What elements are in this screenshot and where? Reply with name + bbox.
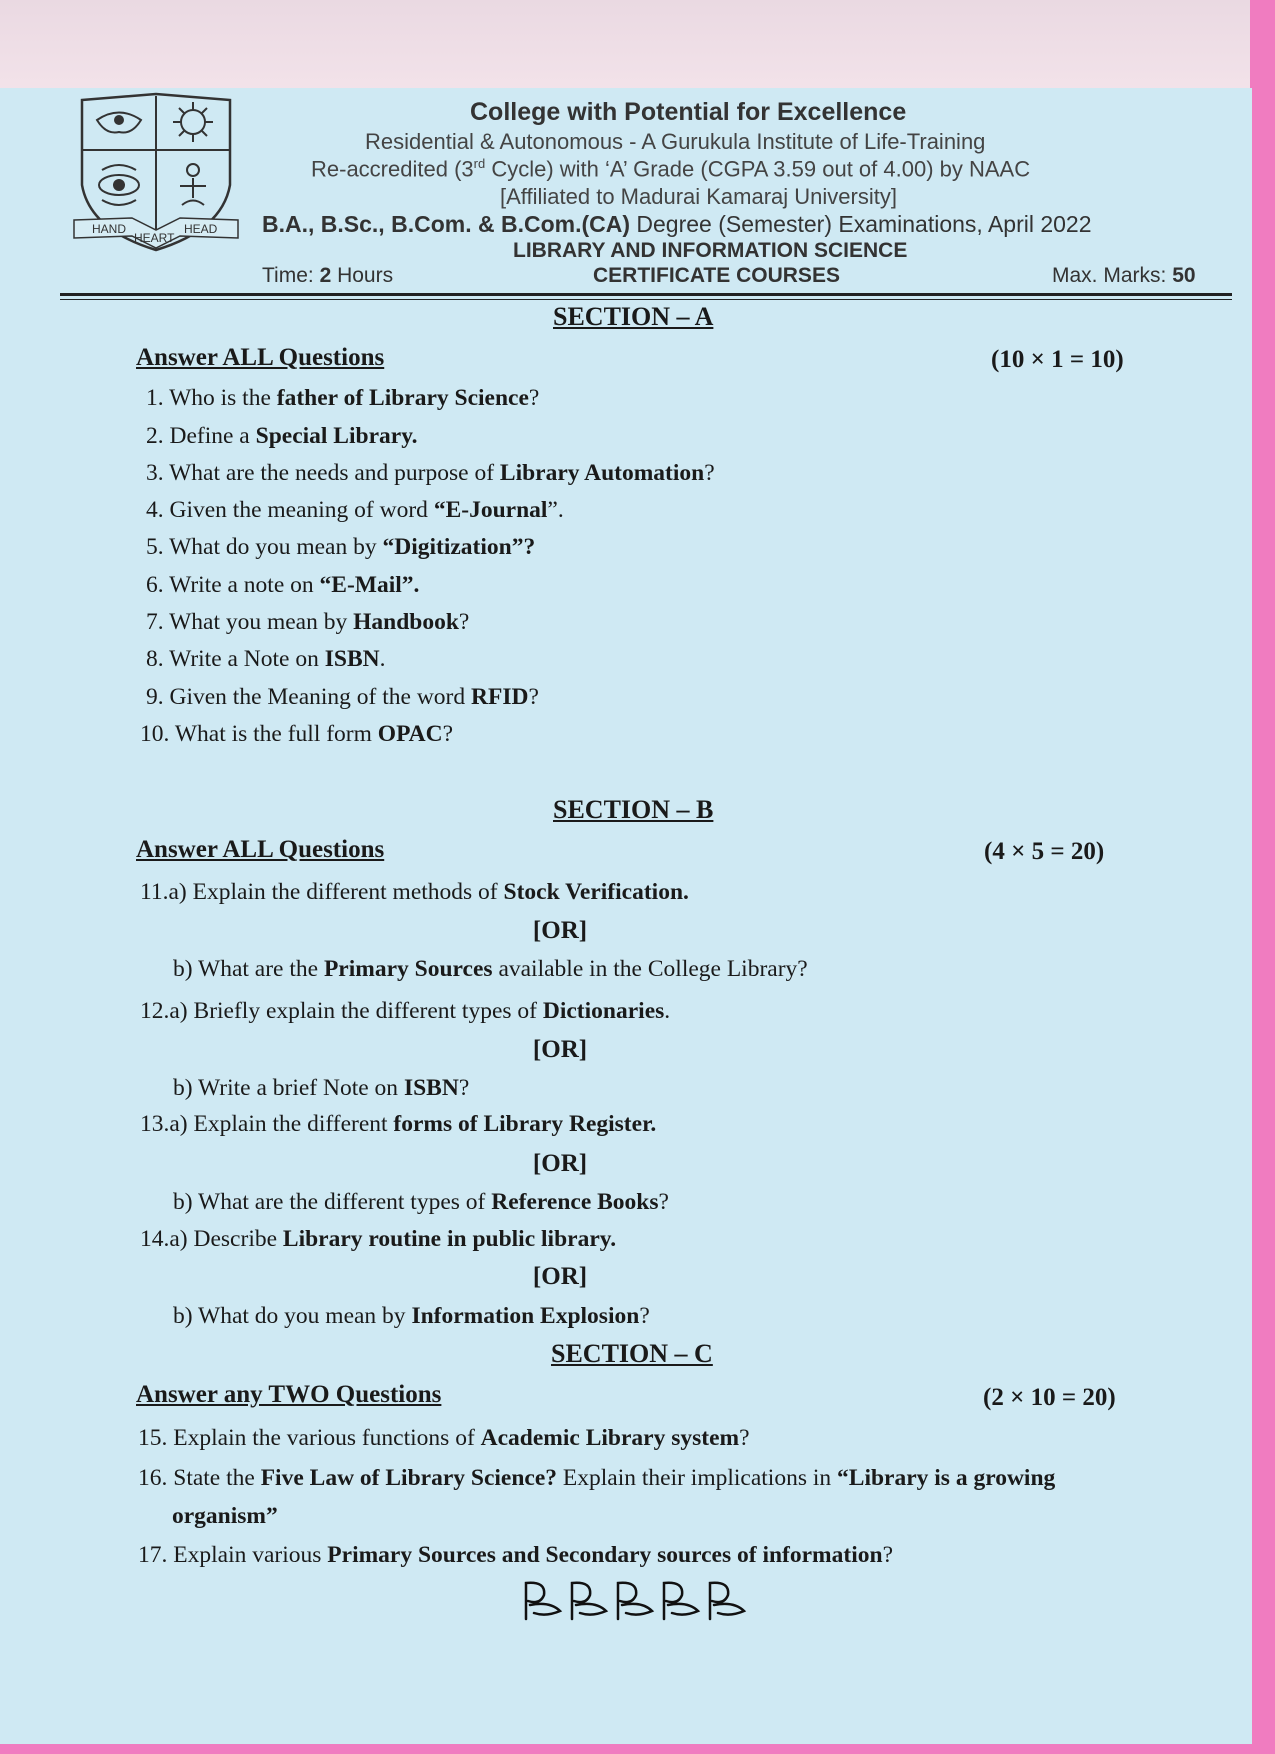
section-b-question-11-b	[173, 956, 808, 983]
or-separator: [OR]	[532, 1036, 588, 1063]
section-a-question-5	[146, 534, 535, 561]
question-text: What you mean by	[169, 609, 354, 635]
sun-icon	[173, 102, 213, 142]
question-keyword: “E-Mail”.	[319, 572, 420, 598]
question-tail: Explain their implications in	[557, 1465, 838, 1491]
question-keyword: OPAC	[377, 721, 443, 747]
question-text: Who is the	[169, 385, 277, 411]
question-text: What is the full form	[174, 721, 378, 747]
time-unit: Hours	[331, 264, 394, 287]
question-number: 16.	[138, 1465, 168, 1491]
examination-line	[262, 211, 1092, 238]
question-text: Write a brief Note on	[198, 1075, 404, 1101]
or-separator: [OR]	[532, 1263, 588, 1290]
section-a-question-3	[146, 460, 715, 487]
question-text: What are the different types of	[198, 1189, 492, 1215]
question-number: 14.a)	[140, 1226, 188, 1252]
question-tail: available in the College Library?	[492, 956, 808, 982]
motto-word-heart: HEART	[134, 231, 175, 245]
time-label: Time:	[262, 264, 320, 287]
question-keyword: Dictionaries	[542, 998, 665, 1024]
question-number: 6.	[146, 572, 164, 598]
question-keyword: forms of Library Register.	[393, 1111, 657, 1137]
section-a-question-1	[146, 385, 539, 412]
question-number: b)	[173, 1189, 193, 1215]
section-b-question-13-a	[140, 1111, 656, 1138]
question-number: 8.	[146, 646, 164, 672]
section-a-question-6	[146, 572, 419, 599]
question-keyword: “Digitization”?	[382, 534, 536, 560]
question-number: b)	[173, 1075, 193, 1101]
question-keyword: Primary Sources	[323, 956, 493, 982]
question-text: Given the meaning of word	[169, 497, 434, 523]
question-number: b)	[173, 1303, 193, 1329]
question-keyword: father of Library Science	[276, 385, 529, 411]
question-text: Write a Note on	[169, 646, 325, 672]
section-b-question-14-a	[140, 1226, 616, 1253]
question-tail: ?	[458, 1075, 470, 1101]
question-tail: ?	[528, 684, 539, 710]
section-a-question-7	[146, 609, 469, 636]
section-a-question-4	[146, 497, 564, 524]
question-number: 7.	[146, 609, 164, 635]
question-tail: ?	[882, 1542, 893, 1568]
section-a-question-8	[146, 646, 386, 673]
section-c-marks: (2 × 10 = 20)	[983, 1384, 1116, 1411]
question-keyword: ISBN	[403, 1075, 459, 1101]
question-number: 15.	[138, 1425, 168, 1451]
question-keyword: Library Automation	[499, 460, 705, 486]
question-tail: ?	[739, 1425, 750, 1451]
section-b-marks: (4 × 5 = 20)	[984, 838, 1105, 865]
or-separator: [OR]	[532, 917, 588, 944]
section-c-question-17	[138, 1542, 893, 1569]
question-number: 10.	[140, 721, 170, 747]
question-keyword: “E-Journal	[433, 497, 548, 523]
question-text: Define a	[169, 423, 256, 449]
section-a-question-2	[146, 423, 418, 450]
exam-sheet	[0, 88, 1252, 1744]
question-text: Briefly explain the different types of	[193, 998, 543, 1024]
section-b-question-12-a	[140, 998, 670, 1025]
question-text: Given the Meaning of the word	[169, 684, 472, 710]
motto-word-hand: HAND	[92, 222, 127, 236]
college-subtitle: Residential & Autonomous - A Gurukula Institute of Life-Training	[365, 129, 986, 154]
page-top-strip	[0, 0, 1250, 95]
section-b-instruction: Answer ALL Questions	[136, 836, 385, 863]
question-keyword: Special Library.	[255, 423, 418, 449]
section-b-title: SECTION – B	[553, 795, 714, 824]
section-c-question-16-continued	[172, 1503, 278, 1530]
college-title: College with Potential for Excellence	[470, 98, 907, 126]
course-title: CERTIFICATE COURSES	[593, 264, 840, 287]
question-tail: ?	[639, 1303, 650, 1329]
exam-time	[262, 264, 393, 288]
header-rule-thin	[60, 299, 1232, 300]
max-marks	[1052, 264, 1196, 288]
question-number: 17.	[138, 1542, 168, 1568]
question-keyword: Information Explosion	[411, 1303, 640, 1329]
question-keyword: Library routine in public library.	[282, 1226, 617, 1252]
motto-word-head: HEAD	[184, 222, 218, 236]
question-number: 2.	[146, 423, 164, 449]
affiliation-line: [Affiliated to Madurai Kamaraj University]	[500, 184, 897, 209]
flower-icon	[99, 165, 139, 205]
question-keyword: Five Law of Library Science?	[260, 1465, 558, 1491]
question-text: Explain various	[173, 1542, 328, 1568]
question-tail: ?	[658, 1189, 669, 1215]
accreditation-pre: Re-accredited (3	[311, 156, 474, 182]
section-c-question-15	[138, 1425, 750, 1452]
lamp-icon	[97, 113, 141, 133]
max-marks-value: 50	[1172, 264, 1196, 287]
section-a-question-9	[146, 684, 539, 711]
or-separator: [OR]	[532, 1150, 588, 1177]
accreditation-sup: rd	[473, 156, 486, 171]
question-text: Explain the different methods of	[192, 879, 504, 905]
question-keyword: Reference Books	[491, 1189, 659, 1215]
question-keyword: Primary Sources and Secondary sources of information	[327, 1542, 883, 1568]
question-tail: ”.	[547, 497, 564, 523]
question-keyword: RFID	[471, 684, 529, 710]
section-c-instruction: Answer any TWO Questions	[136, 1381, 442, 1408]
header-rule-thick	[60, 293, 1232, 296]
question-number: 11.a)	[140, 879, 187, 905]
question-text: Describe	[193, 1226, 283, 1252]
section-c-title: SECTION – C	[551, 1339, 713, 1368]
subject-title: LIBRARY AND INFORMATION SCIENCE	[513, 239, 908, 262]
degree-list: B.A., B.Sc., B.Com. & B.Com.(CA)	[262, 211, 631, 237]
question-text: State the	[173, 1465, 261, 1491]
question-keyword: ISBN	[324, 646, 380, 672]
section-b-question-12-b	[173, 1075, 469, 1102]
section-c-question-16	[138, 1465, 1055, 1492]
time-value: 2	[319, 264, 332, 287]
question-text: What do you mean by	[198, 1303, 412, 1329]
question-number: 3.	[146, 460, 164, 486]
question-tail: ?	[528, 385, 540, 411]
question-number: 12.a)	[140, 998, 188, 1024]
figure-icon	[180, 164, 206, 205]
section-a-question-10	[140, 721, 453, 748]
section-a-instruction: Answer ALL Questions	[136, 344, 385, 371]
section-b-question-11-a	[140, 879, 689, 906]
section-b-question-14-b	[173, 1303, 650, 1330]
section-a-title: SECTION – A	[553, 302, 714, 331]
question-tail: ?	[442, 721, 454, 747]
question-tail: ?	[458, 609, 470, 635]
question-keyword-3: organism”	[172, 1503, 278, 1529]
question-text: Write a note on	[169, 572, 320, 598]
question-tail: ?	[704, 460, 715, 486]
section-b-question-13-b	[173, 1189, 669, 1216]
accreditation-line	[311, 156, 1030, 182]
question-text: What are the needs and purpose of	[169, 460, 500, 486]
exam-session: Degree (Semester) Examinations, April 2022	[630, 211, 1092, 237]
question-keyword-2: “Library is a growing	[837, 1465, 1056, 1491]
max-marks-label: Max. Marks:	[1052, 264, 1173, 287]
question-number: 5.	[146, 534, 164, 560]
question-text: Explain the different	[193, 1111, 394, 1137]
end-of-paper-flourish	[520, 1575, 750, 1625]
question-keyword: Handbook	[353, 609, 459, 635]
question-tail: .	[664, 998, 671, 1024]
question-keyword: Academic Library system	[480, 1425, 740, 1451]
question-text: What do you mean by	[169, 534, 383, 560]
question-number: 4.	[146, 497, 164, 523]
question-number: 9.	[146, 684, 164, 710]
question-text: Explain the various functions of	[173, 1425, 481, 1451]
accreditation-post: Cycle) with ‘A’ Grade (CGPA 3.59 out of 4.00) by NAAC	[485, 156, 1031, 182]
question-number: b)	[173, 956, 193, 982]
question-number: 13.a)	[140, 1111, 188, 1137]
question-number: 1.	[146, 385, 164, 411]
section-a-marks: (10 × 1 = 10)	[991, 346, 1124, 373]
question-keyword: Stock Verification.	[503, 879, 689, 905]
question-tail: .	[379, 646, 386, 672]
college-crest-logo	[72, 90, 240, 260]
question-text: What are the	[198, 956, 324, 982]
